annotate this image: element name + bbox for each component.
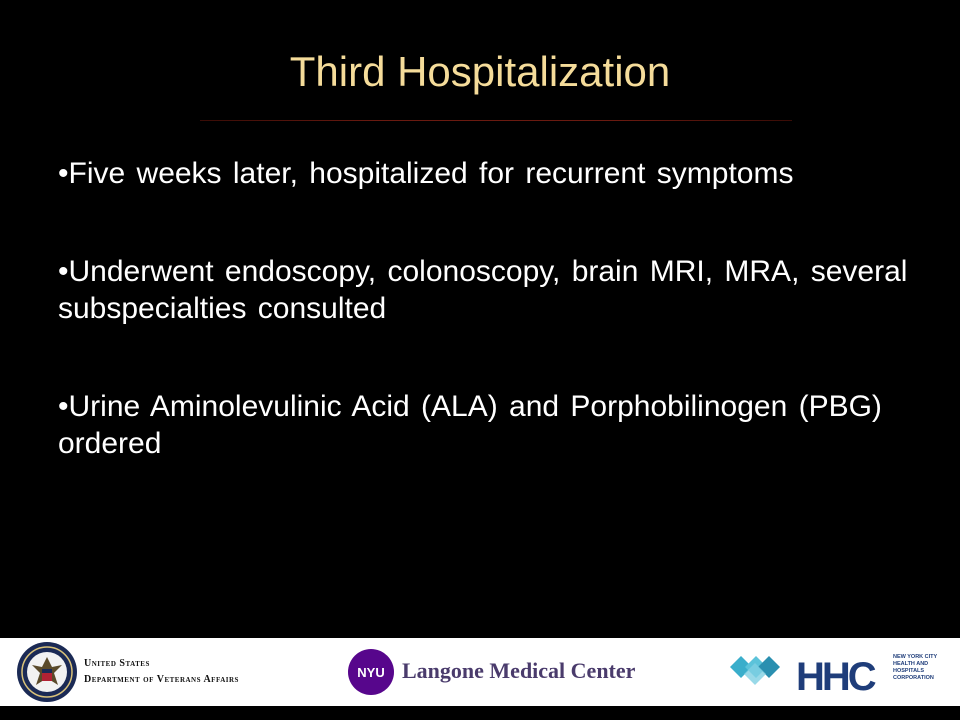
hhc-sub-line: HOSPITALS: [893, 668, 925, 674]
langone-wordmark: Langone Medical Center: [402, 658, 636, 683]
hhc-sub-line: CORPORATION: [893, 675, 934, 681]
nyu-badge-icon: [348, 649, 394, 695]
bullet-text: Five weeks later, hospitalized for recurrent symptoms: [68, 157, 794, 190]
va-line-2: Department of Veterans Affairs: [84, 674, 239, 685]
title-divider: [200, 120, 792, 121]
bullet-list: [58, 155, 918, 523]
footer-bottom-strip: [0, 706, 960, 720]
hhc-sub-line: NEW YORK CITY: [893, 654, 938, 660]
hhc-subtext: [893, 654, 955, 682]
bullet-marker: •: [58, 157, 69, 190]
va-wordmark: [84, 656, 239, 688]
va-line-1: United States: [84, 658, 150, 669]
slide-title: Third Hospitalization: [289, 48, 671, 95]
hhc-logo-text: HHC: [796, 656, 874, 694]
bullet-marker: •: [58, 255, 69, 288]
bullet-marker: •: [58, 390, 69, 423]
va-seal-icon: [16, 641, 78, 703]
hhc-hearts-icon: [728, 650, 782, 694]
bullet-item: [58, 253, 918, 327]
bullet-item: [58, 155, 918, 192]
bullet-text: Urine Aminolevulinic Acid (ALA) and Porphobilinogen (PBG) ordered: [58, 390, 882, 460]
hhc-sub-line: HEALTH AND: [893, 661, 929, 667]
bullet-item: [58, 388, 918, 462]
bullet-text: Underwent endoscopy, colonoscopy, brain MRI, MRA, several subspecialties consulted: [58, 255, 908, 325]
footer-logo-bar: [0, 638, 960, 706]
hhc-logo-icon: [796, 656, 888, 694]
nyu-badge-text: NYU: [357, 665, 385, 680]
